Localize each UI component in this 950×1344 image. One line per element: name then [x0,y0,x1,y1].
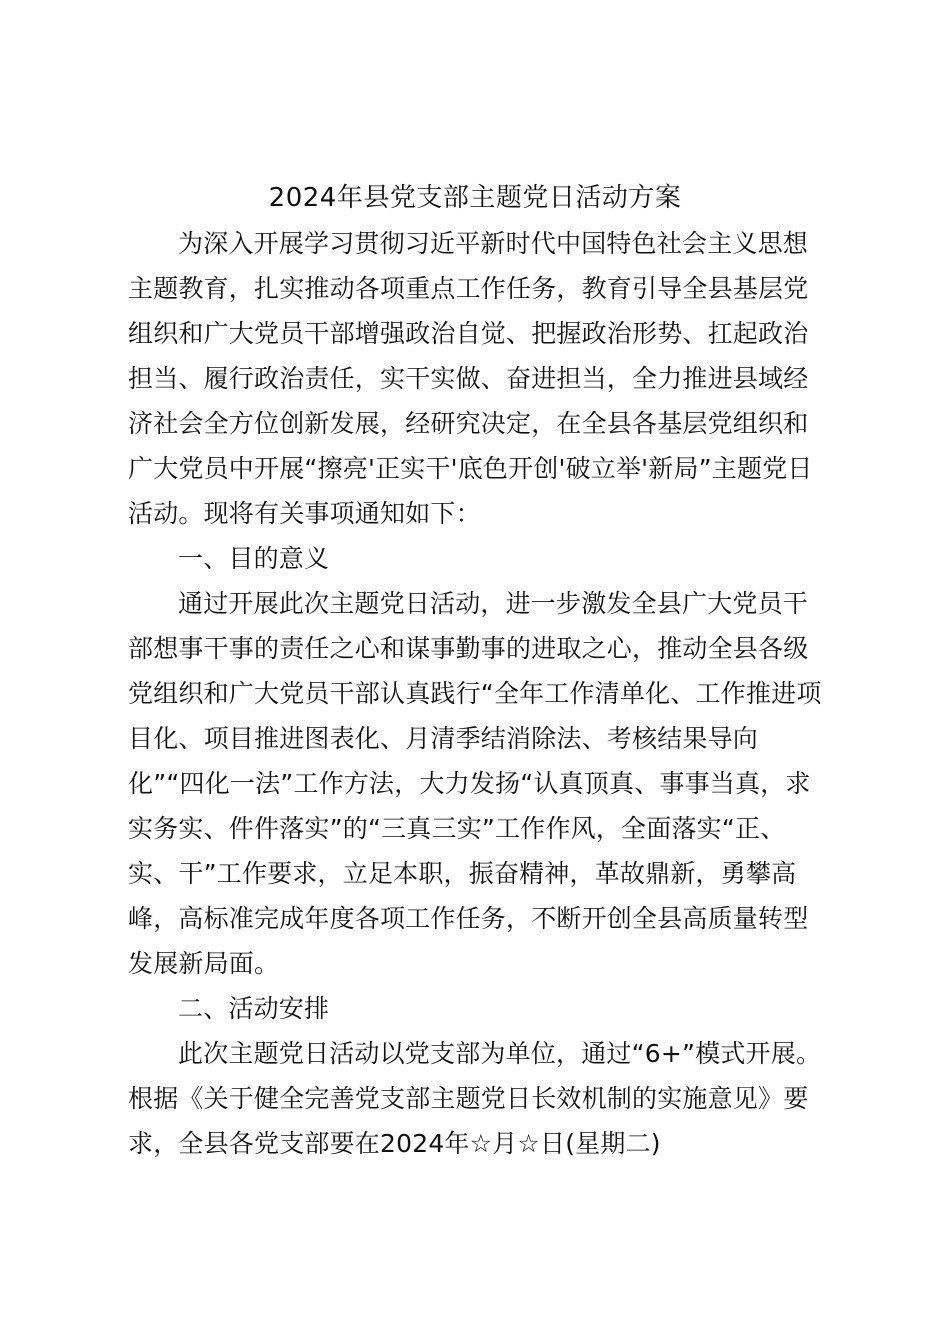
paragraph-line: 化”“四化一法”工作方法，大力发扬“认真顶真、事事当真，求 [128,769,811,798]
paragraph-line: 求，全县各党支部要在2024年☆月☆日(星期二) [128,1129,661,1158]
document-title: 2024年县党支部主题党日活动方案 [268,183,682,213]
paragraph-line: 通过开展此次主题党日活动，进一步激发全县广大党员干 [178,589,809,618]
paragraph-line: 主题教育，扎实推动各项重点工作任务，教育引导全县基层党 [128,274,809,303]
paragraph-line: 广大党员中开展“擦亮'正实干'底色开创'破立举'新局”主题党日 [128,454,813,483]
paragraph-line: 为深入开展学习贯彻习近平新时代中国特色社会主义思想 [178,229,809,258]
paragraph-line: 党组织和广大党员干部认真践行“全年工作清单化、工作推进项 [128,679,822,708]
paragraph-line: 根据《关于健全完善党支部主题党日长效机制的实施意见》要 [128,1084,809,1113]
paragraph-line: 目化、项目推进图表化、月清季结消除法、考核结果导向 [128,724,759,753]
paragraph-line: 担当、履行政治责任，实干实做、奋进担当，全力推进县域经 [128,364,809,393]
paragraph-line: 济社会全方位创新发展，经研究决定，在全县各基层党组织和 [128,409,809,438]
paragraph-line: 峰，高标准完成年度各项工作任务，不断开创全县高质量转型 [128,904,809,933]
paragraph-line: 活动。现将有关事项通知如下： [128,499,481,528]
paragraph-line: 实务实、件件落实”的“三真三实”工作作风，全面落实“正、 [128,814,786,843]
paragraph-line: 部想事干事的责任之心和谋事勤事的进取之心，推动全县各级 [128,634,809,663]
section-heading: 二、活动安排 [178,994,330,1023]
paragraph-line: 此次主题党日活动以党支部为单位，通过“6+”模式开展。 [178,1039,822,1068]
paragraph-line: 发展新局面。 [128,949,280,978]
paragraph-line: 组织和广大党员干部增强政治自觉、把握政治形势、扛起政治 [128,319,809,348]
section-heading: 一、目的意义 [178,544,330,573]
paragraph-line: 实、干”工作要求，立足本职，振奋精神，革故鼎新，勇攀高 [128,859,797,888]
